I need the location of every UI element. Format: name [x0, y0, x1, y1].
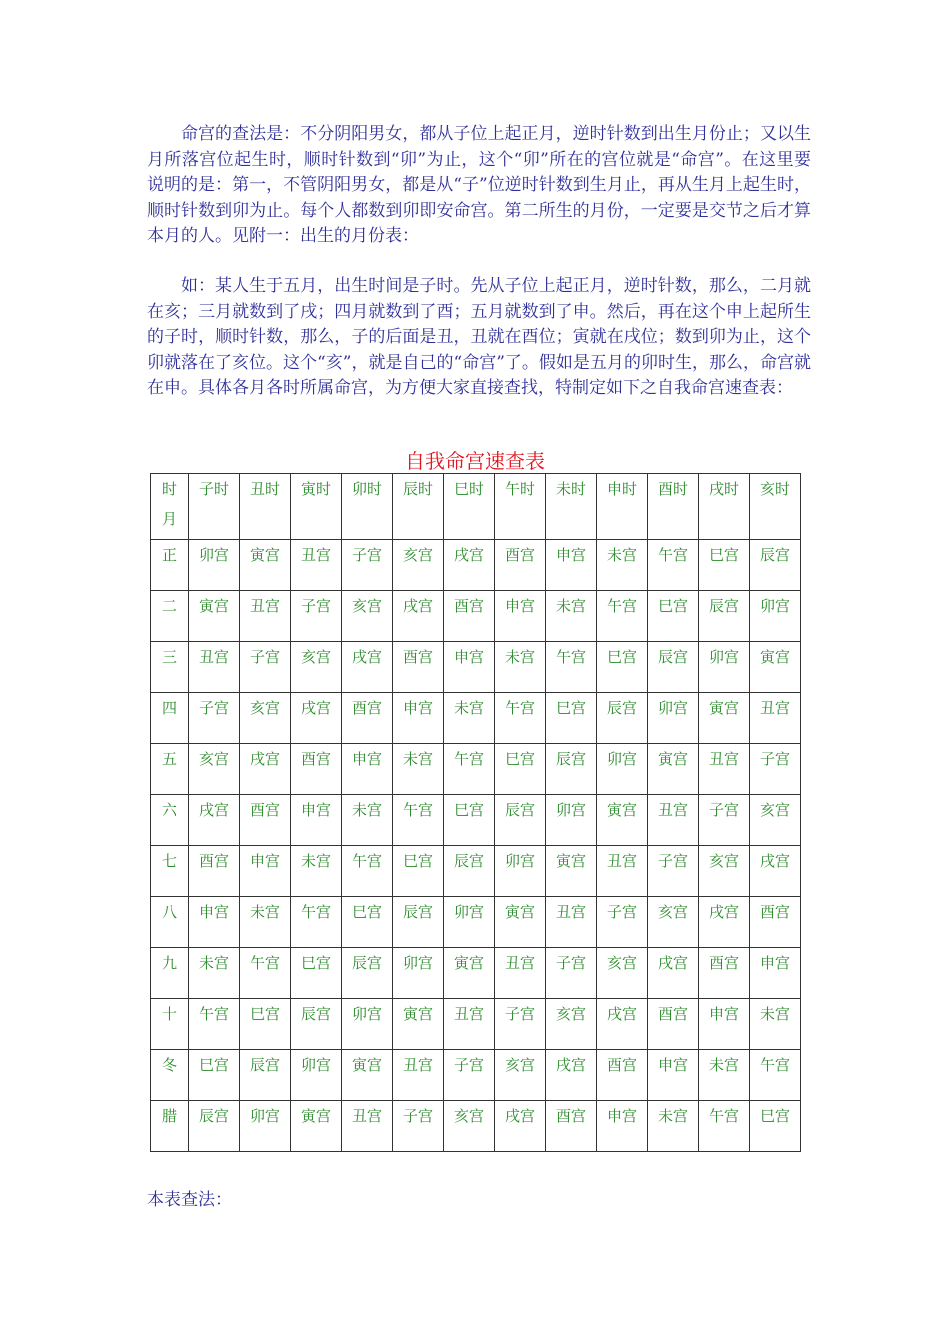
palace-cell: 子宫 [495, 999, 546, 1050]
palace-cell: 卯宫 [444, 897, 495, 948]
month-label-cell: 三 [151, 642, 189, 693]
month-label-cell: 六 [151, 795, 189, 846]
palace-cell: 丑宫 [444, 999, 495, 1050]
palace-cell: 巳宫 [546, 693, 597, 744]
palace-cell: 辰宫 [189, 1101, 240, 1152]
palace-cell: 辰宫 [495, 795, 546, 846]
palace-cell: 子宫 [546, 948, 597, 999]
palace-cell: 午宫 [495, 693, 546, 744]
palace-cell: 寅宫 [291, 1101, 342, 1152]
palace-cell: 寅宫 [495, 897, 546, 948]
palace-cell: 未宫 [342, 795, 393, 846]
palace-cell: 午宫 [342, 846, 393, 897]
palace-cell: 酉宫 [342, 693, 393, 744]
palace-cell: 寅宫 [648, 744, 699, 795]
palace-cell: 申宫 [648, 1050, 699, 1101]
palace-cell: 酉宫 [189, 846, 240, 897]
palace-cell: 辰宫 [648, 642, 699, 693]
palace-cell: 午宫 [750, 1050, 801, 1101]
example-paragraph: 如：某人生于五月，出生时间是子时。先从子位上起正月，逆时针数，那么，二月就在亥；三月就数到了戌；四月就数到了酉；五月就数到了申。然后，再在这个申上起所生的子时，顺时针数，那么，子的后面是丑，丑就在酉位；寅就在戌位；数到卯为止，这个卯就落在了亥位。这个“亥”，就是自己的“命宫”了。假如是五月的卯时生，那么，命宫就在申。具体各月各时所属命宫，为方便大家直接查找，特制定如下之自我命宫速查表： [147, 276, 811, 398]
palace-cell: 丑宫 [189, 642, 240, 693]
palace-cell: 辰宫 [699, 591, 750, 642]
palace-cell: 亥宫 [597, 948, 648, 999]
palace-cell: 戌宫 [291, 693, 342, 744]
palace-cell: 子宫 [699, 795, 750, 846]
palace-cell: 戌宫 [546, 1050, 597, 1101]
table-row [151, 540, 801, 591]
palace-cell: 亥宫 [342, 591, 393, 642]
table-row [151, 744, 801, 795]
palace-cell: 午宫 [444, 744, 495, 795]
palace-cell: 子宫 [342, 540, 393, 591]
corner-month-label: 月 [161, 510, 177, 528]
palace-cell: 卯宫 [240, 1101, 291, 1152]
palace-cell: 申宫 [444, 642, 495, 693]
palace-cell: 丑宫 [750, 693, 801, 744]
month-label-cell: 腊 [151, 1101, 189, 1152]
palace-cell: 丑宫 [291, 540, 342, 591]
footer-text: 本表查法： [147, 1190, 232, 1210]
month-label-cell: 二 [151, 591, 189, 642]
table-title: 自我命宫速查表 [405, 449, 545, 473]
palace-cell: 子宫 [444, 1050, 495, 1101]
palace-cell: 卯宫 [597, 744, 648, 795]
hour-header-cell: 子时 [189, 474, 240, 540]
corner-cell [151, 474, 189, 540]
palace-cell: 卯宫 [189, 540, 240, 591]
table-row [151, 642, 801, 693]
palace-cell: 午宫 [393, 795, 444, 846]
palace-cell: 寅宫 [342, 1050, 393, 1101]
month-label-cell: 十 [151, 999, 189, 1050]
palace-cell: 未宫 [597, 540, 648, 591]
palace-cell: 酉宫 [699, 948, 750, 999]
palace-cell: 子宫 [393, 1101, 444, 1152]
palace-cell: 寅宫 [240, 540, 291, 591]
palace-cell: 酉宫 [597, 1050, 648, 1101]
palace-cell: 申宫 [546, 540, 597, 591]
hour-header-cell: 午时 [495, 474, 546, 540]
table-row [151, 846, 801, 897]
palace-cell: 午宫 [189, 999, 240, 1050]
palace-cell: 亥宫 [699, 846, 750, 897]
palace-cell: 巳宫 [342, 897, 393, 948]
palace-cell: 戌宫 [597, 999, 648, 1050]
table-row [151, 897, 801, 948]
palace-cell: 丑宫 [699, 744, 750, 795]
palace-cell: 酉宫 [291, 744, 342, 795]
hour-header-cell: 酉时 [648, 474, 699, 540]
hour-header-cell: 丑时 [240, 474, 291, 540]
palace-cell: 亥宫 [648, 897, 699, 948]
palace-cell: 亥宫 [495, 1050, 546, 1101]
palace-cell: 申宫 [699, 999, 750, 1050]
table-row [151, 999, 801, 1050]
palace-cell: 酉宫 [546, 1101, 597, 1152]
palace-cell: 卯宫 [750, 591, 801, 642]
palace-cell: 丑宫 [648, 795, 699, 846]
palace-cell: 寅宫 [546, 846, 597, 897]
palace-cell: 申宫 [189, 897, 240, 948]
palace-cell: 申宫 [240, 846, 291, 897]
palace-cell: 亥宫 [189, 744, 240, 795]
palace-cell: 寅宫 [750, 642, 801, 693]
palace-cell: 丑宫 [546, 897, 597, 948]
palace-cell: 亥宫 [444, 1101, 495, 1152]
palace-cell: 子宫 [189, 693, 240, 744]
palace-cell: 卯宫 [648, 693, 699, 744]
palace-cell: 午宫 [699, 1101, 750, 1152]
palace-cell: 亥宫 [291, 642, 342, 693]
palace-cell: 丑宫 [597, 846, 648, 897]
palace-cell: 申宫 [342, 744, 393, 795]
palace-cell: 卯宫 [291, 1050, 342, 1101]
month-label-cell: 正 [151, 540, 189, 591]
palace-cell: 子宫 [597, 897, 648, 948]
palace-cell: 未宫 [495, 642, 546, 693]
palace-cell: 丑宫 [495, 948, 546, 999]
palace-cell: 子宫 [648, 846, 699, 897]
palace-cell: 未宫 [291, 846, 342, 897]
month-label-cell: 八 [151, 897, 189, 948]
table-row [151, 948, 801, 999]
table-row [151, 591, 801, 642]
palace-cell: 戌宫 [699, 897, 750, 948]
palace-cell: 戌宫 [444, 540, 495, 591]
palace-cell: 申宫 [393, 693, 444, 744]
table-row [151, 693, 801, 744]
hour-header-cell: 巳时 [444, 474, 495, 540]
palace-cell: 戌宫 [342, 642, 393, 693]
table-row [151, 795, 801, 846]
palace-lookup-table [150, 473, 801, 1152]
palace-cell: 辰宫 [240, 1050, 291, 1101]
palace-cell: 辰宫 [546, 744, 597, 795]
palace-cell: 丑宫 [240, 591, 291, 642]
palace-cell: 巳宫 [189, 1050, 240, 1101]
palace-cell: 未宫 [648, 1101, 699, 1152]
palace-cell: 亥宫 [546, 999, 597, 1050]
palace-cell: 辰宫 [750, 540, 801, 591]
hour-header-cell: 寅时 [291, 474, 342, 540]
palace-cell: 酉宫 [444, 591, 495, 642]
palace-cell: 辰宫 [342, 948, 393, 999]
palace-cell: 申宫 [291, 795, 342, 846]
month-label-cell: 四 [151, 693, 189, 744]
table-row [151, 1101, 801, 1152]
palace-cell: 巳宫 [495, 744, 546, 795]
palace-cell: 未宫 [444, 693, 495, 744]
palace-cell: 寅宫 [444, 948, 495, 999]
palace-cell: 酉宫 [393, 642, 444, 693]
palace-cell: 卯宫 [495, 846, 546, 897]
palace-cell: 辰宫 [393, 897, 444, 948]
palace-cell: 巳宫 [750, 1101, 801, 1152]
intro-paragraph: 命宫的查法是：不分阴阳男女，都从子位上起正月，逆时针数到出生月份止；又以生月所落宫位起生时，顺时针数到“卯”为止，这个“卯”所在的宫位就是“命宫”。在这里要说明的是：第一，不管阴阳男女，都是从“子”位逆时针数到生月止，再从生月上起生时，顺时针数到卯为止。每个人都数到卯即安命宫。第二所生的月份，一定要是交节之后才算本月的人。见附一：出生的月份表： [147, 124, 811, 246]
palace-cell: 未宫 [699, 1050, 750, 1101]
palace-cell: 巳宫 [393, 846, 444, 897]
palace-cell: 未宫 [546, 591, 597, 642]
palace-cell: 未宫 [393, 744, 444, 795]
palace-cell: 辰宫 [597, 693, 648, 744]
palace-cell: 卯宫 [342, 999, 393, 1050]
palace-cell: 酉宫 [240, 795, 291, 846]
palace-cell: 卯宫 [546, 795, 597, 846]
hour-header-cell: 戌时 [699, 474, 750, 540]
palace-cell: 寅宫 [597, 795, 648, 846]
month-label-cell: 五 [151, 744, 189, 795]
palace-cell: 辰宫 [291, 999, 342, 1050]
corner-hour-label: 时 [161, 480, 177, 498]
palace-cell: 午宫 [240, 948, 291, 999]
palace-cell: 卯宫 [393, 948, 444, 999]
palace-cell: 丑宫 [393, 1050, 444, 1101]
palace-cell: 申宫 [597, 1101, 648, 1152]
month-label-cell: 七 [151, 846, 189, 897]
palace-cell: 午宫 [291, 897, 342, 948]
palace-cell: 戌宫 [393, 591, 444, 642]
palace-cell: 戌宫 [189, 795, 240, 846]
palace-cell: 辰宫 [444, 846, 495, 897]
hour-header-cell: 辰时 [393, 474, 444, 540]
palace-cell: 巳宫 [597, 642, 648, 693]
palace-cell: 子宫 [750, 744, 801, 795]
palace-cell: 申宫 [750, 948, 801, 999]
palace-cell: 巳宫 [699, 540, 750, 591]
palace-cell: 戌宫 [750, 846, 801, 897]
table-header-row [151, 474, 801, 540]
palace-cell: 申宫 [495, 591, 546, 642]
palace-cell: 未宫 [189, 948, 240, 999]
palace-cell: 酉宫 [648, 999, 699, 1050]
palace-cell: 亥宫 [393, 540, 444, 591]
palace-cell: 酉宫 [750, 897, 801, 948]
month-label-cell: 冬 [151, 1050, 189, 1101]
palace-cell: 寅宫 [189, 591, 240, 642]
palace-cell: 戌宫 [240, 744, 291, 795]
palace-cell: 卯宫 [699, 642, 750, 693]
palace-cell: 寅宫 [393, 999, 444, 1050]
palace-cell: 戌宫 [495, 1101, 546, 1152]
palace-cell: 巳宫 [444, 795, 495, 846]
month-label-cell: 九 [151, 948, 189, 999]
hour-header-cell: 未时 [546, 474, 597, 540]
palace-cell: 午宫 [597, 591, 648, 642]
palace-cell: 午宫 [648, 540, 699, 591]
palace-cell: 亥宫 [750, 795, 801, 846]
palace-cell: 亥宫 [240, 693, 291, 744]
palace-cell: 子宫 [240, 642, 291, 693]
hour-header-cell: 卯时 [342, 474, 393, 540]
palace-cell: 酉宫 [495, 540, 546, 591]
hour-header-cell: 亥时 [750, 474, 801, 540]
palace-cell: 子宫 [291, 591, 342, 642]
table-row [151, 1050, 801, 1101]
palace-cell: 丑宫 [342, 1101, 393, 1152]
palace-cell: 寅宫 [699, 693, 750, 744]
palace-cell: 午宫 [546, 642, 597, 693]
palace-cell: 巳宫 [291, 948, 342, 999]
palace-cell: 未宫 [240, 897, 291, 948]
palace-cell: 未宫 [750, 999, 801, 1050]
palace-cell: 巳宫 [240, 999, 291, 1050]
palace-cell: 戌宫 [648, 948, 699, 999]
hour-header-cell: 申时 [597, 474, 648, 540]
palace-cell: 巳宫 [648, 591, 699, 642]
